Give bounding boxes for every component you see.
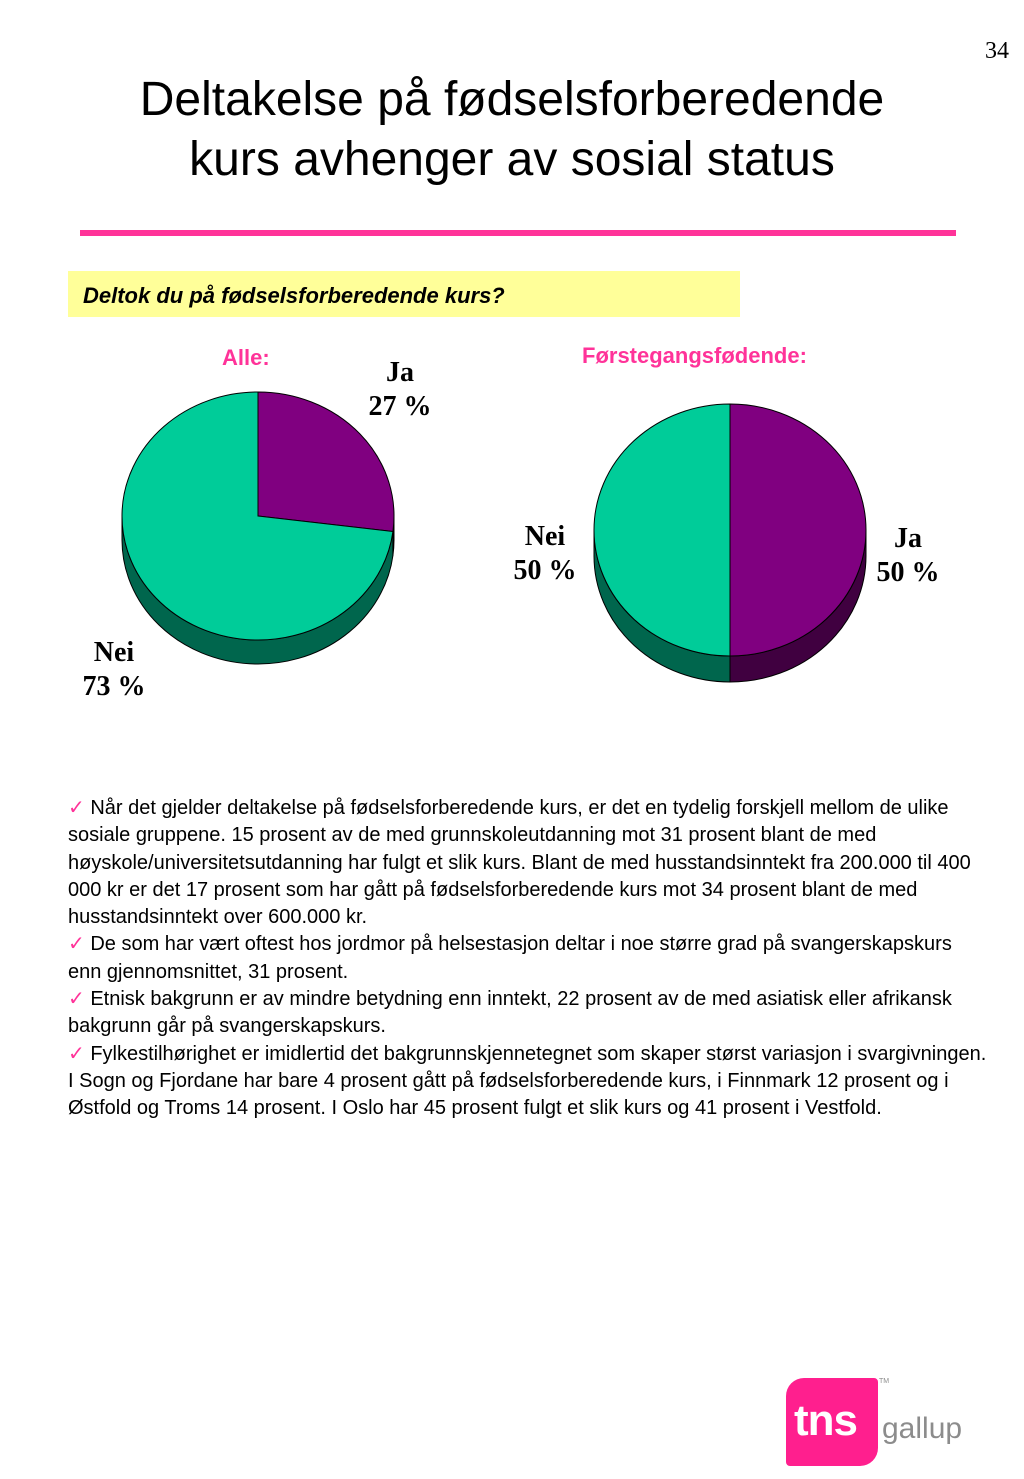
body-paragraph-4-text: Fylkestilhørighet er imidlertid det bakgrunnskjennetegnet som skaper størst variasjon i svargivningen. I Sogn og Fjordane har bare 4 prosent gått på fødselsforberedende kurs, i Finnmark 12 prosent og i Østfold og Troms 14 prosent. I Oslo har 45 prosent fulgt et slik kurs og 41 prosent i Vestfold. (68, 1042, 987, 1120)
check-icon: ✓ (68, 1042, 85, 1065)
check-icon: ✓ (68, 797, 85, 819)
pie-label-alle-ja-name: Ja (386, 357, 414, 388)
pie-label-forstegang-nei (495, 520, 595, 588)
pie-label-forstegang-ja-name: Ja (894, 523, 922, 554)
body-paragraph-4 (68, 1041, 988, 1123)
logo-tm: TM (879, 1378, 890, 1385)
logo-tns-text: tns (794, 1396, 857, 1445)
page-number: 34 (985, 38, 1009, 64)
title-line-1: Deltakelse på fødselsforberedende (139, 73, 885, 126)
chart-title-alle: Alle: (222, 345, 270, 370)
pie-label-forstegang-ja (858, 522, 958, 590)
logo-mark (786, 1378, 878, 1466)
pie-label-alle-nei-name: Nei (93, 637, 135, 668)
question-text: Deltok du på fødselsforberedende kurs? (83, 283, 505, 308)
body-paragraph-1 (68, 795, 988, 931)
chart-title-forstegang: Førstegangsfødende: (582, 343, 807, 368)
pie-label-forstegang-nei-name: Nei (524, 521, 566, 552)
body-paragraph-3-text: Etnisk bakgrunn er av mindre betydning enn inntekt, 22 prosent av de med asiatisk eller afrikansk bakgrunn går på svangerskapskurs. (68, 988, 952, 1038)
body-paragraph-2-text: De som har vært oftest hos jordmor på helsestasjon deltar i noe større grad på svangerskapskurs enn gjennomsnittet, 31 prosent. (68, 933, 952, 983)
title-line-2: kurs avhenger av sosial status (189, 133, 835, 186)
body-paragraph-3 (68, 986, 988, 1041)
logo-gallup-text: gallup (882, 1412, 963, 1445)
check-icon: ✓ (68, 988, 85, 1011)
tns-gallup-logo (786, 1378, 966, 1470)
body-paragraph-1-text: Når det gjelder deltakelse på fødselsforberedende kurs, er det en tydelig forskjell mellom de ulike sosiale gruppene. 15 prosent av de med grunnskoleutdanning mot 31 prosent blant de med høyskole/universitetsutdanning har fulgt et slik kurs. Blant de med husstandsinntekt fra 200.000 til 400 000 kr er det 17 prosent som har gått på fødselsforberedende kurs mot 34 prosent blant de med husstandsinntekt over 600.000 kr. (68, 797, 971, 929)
pie-label-alle-ja-value: 27 % (368, 391, 432, 422)
pie-label-forstegang-nei-value: 50 % (513, 555, 577, 586)
body-paragraph-2 (68, 931, 988, 986)
pie-label-forstegang-ja-value: 50 % (876, 557, 940, 588)
body-text (68, 795, 988, 1123)
check-icon: ✓ (68, 933, 85, 956)
pie-label-alle-nei-value: 73 % (82, 671, 146, 702)
